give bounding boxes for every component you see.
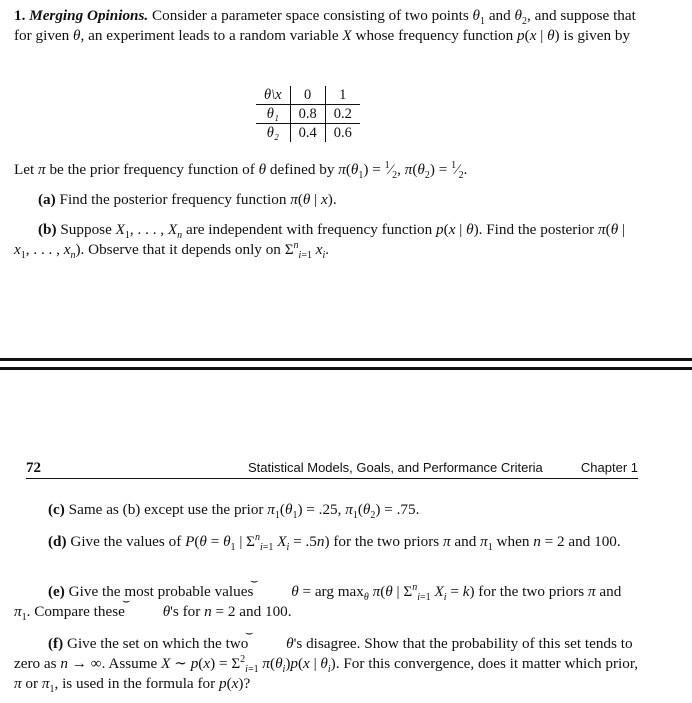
part-e-text-d: . Compare these	[26, 603, 125, 620]
part-f-text-h: , is used in the formula for	[54, 675, 216, 692]
part-b-label: (b)	[38, 221, 57, 238]
running-title: Statistical Models, Goals, and Performance Criteria	[248, 460, 543, 475]
part-c-text: Same as (b) except use the prior	[68, 501, 264, 518]
part-f-text-f: it matter which prior,	[509, 655, 639, 672]
part-e: (e) Give the most probable values ⌢ θ = arg $\max_\theta \pi(\theta$ | $\Sigma^n_{i=1}$ $X_i = k$) for the two priors π and $\pi_1$. Compare these ⌢ θ's for n = 2 and 100.	[14, 582, 640, 622]
part-a-text: Find the posterior frequency function	[59, 191, 287, 208]
intro-text-f: function	[462, 27, 514, 44]
prior-text: Let	[14, 161, 35, 178]
intro-text-d: , an experiment leads to a random variable	[80, 27, 339, 44]
intro-text: Consider a parameter space consisting of two points	[152, 7, 469, 24]
part-d-text: Give the values of	[70, 533, 182, 550]
page-number: 72	[26, 460, 41, 476]
part-b: (b) Suppose $X_1$, . . . , $X_n$ are independent with frequency function p(x | θ). Find the posterior π(θ | $x_1$, . . . , $x_n$). Observe that it depends only on $\Sigma^n_{i=1}$ $x_i$.	[14, 221, 626, 262]
part-f-text-b: 's disagree. Show that the probability of this set tends	[293, 635, 617, 652]
page-break-rule-bottom	[0, 367, 692, 370]
part-e-text-f: = 2 and 100.	[215, 603, 292, 620]
part-f-label: (f)	[48, 635, 64, 652]
part-e-text-e: 's for	[170, 603, 201, 620]
part-d-text-c: and	[454, 533, 477, 550]
part-b-text: Suppose	[60, 221, 112, 238]
part-b-text-e: . Observe that it depends only on	[80, 241, 281, 258]
part-d-text-e: = 2 and 100.	[544, 533, 621, 550]
chapter-label: Chapter 1	[580, 460, 638, 475]
part-e-text-b: for the two priors	[478, 583, 585, 600]
table-cell: 0.8	[290, 105, 325, 124]
part-d-text-b: for the two priors	[333, 533, 440, 550]
problem-number: 1.	[14, 7, 26, 24]
part-e-text-c: and	[599, 583, 622, 600]
part-f-text-d: . Assume	[101, 655, 158, 672]
part-e-text: Give the most probable values	[68, 583, 254, 600]
prior-definition: Let π be the prior frequency function of θ defined by $\pi(\theta_1)$ = $^1⁄_2$, $\pi(\theta_2)$ = $^1⁄_2$.	[14, 159, 468, 182]
problem-intro: 1. Merging Opinions. Consider a parameter space consisting of two points $\theta_1$ and $\theta_2$, and suppose that for given θ, an experiment leads to a random variable X whose frequency function p(x | θ) is given by	[14, 7, 636, 44]
part-f-text-i: ?	[243, 675, 251, 692]
table-cell: 0.4	[290, 124, 325, 143]
intro-text-e: whose frequency	[355, 27, 459, 44]
part-f-text-c: to zero as	[14, 635, 633, 672]
intro-text-g: is given by	[563, 27, 631, 44]
part-f-text: Give the set on which the two	[66, 635, 249, 652]
table-corner: θ\x	[256, 86, 290, 105]
intro-text-c: suppose that for given	[14, 7, 636, 44]
prior-text-c: defined by	[269, 161, 335, 178]
part-e-label: (e)	[48, 583, 65, 600]
part-d-text-d: when	[496, 533, 530, 550]
part-a-label: (a)	[38, 191, 56, 208]
part-b-text-b: are independent with frequency function	[185, 221, 433, 238]
part-f-text-e: . For this convergence, does	[335, 655, 506, 672]
part-b-text-d: posterior	[540, 221, 595, 238]
part-c: (c) Same as (b) except use the prior $\pi_1(\theta_1) = .25$, $\pi_1(\theta_2) = .75$.	[48, 501, 420, 522]
page-header	[26, 456, 638, 479]
prior-text-b: be the prior frequency function of	[49, 161, 255, 178]
part-d-label: (d)	[48, 533, 67, 550]
table-row-label: θ₂	[256, 124, 290, 143]
intro-and: and	[488, 7, 511, 24]
problem-title: Merging Opinions.	[29, 7, 149, 24]
part-c-label: (c)	[48, 501, 65, 518]
part-f-text-g: or	[25, 675, 39, 692]
part-b-text-c: . Find the	[478, 221, 537, 238]
table-col-0: 0	[290, 86, 325, 105]
frequency-table	[256, 86, 360, 142]
table-col-1: 1	[325, 86, 360, 105]
table-cell: 0.6	[333, 125, 352, 141]
table-cell: 0.2	[325, 105, 360, 124]
part-a: (a) Find the posterior frequency function π(θ | x).	[38, 191, 337, 208]
intro-text-b: , and	[527, 7, 557, 24]
table-row-label: θ₁	[256, 105, 290, 124]
part-d: (d) Give the values of $P(\theta = \theta_1$ | $\Sigma^n_{i=1}$ $X_i = .5n$) for the two priors π and $\pi_1$ when n = 2 and 100.	[48, 531, 621, 554]
part-f: (f) Give the set on which the two ⌢ θ's disagree. Show that the probability of this set tends to zero as n → ∞. Assume X ∼ $p(x) = \Sigma^2_{i=1}$ $\pi(\theta_i)p(x$ | $\theta_i$). For this convergence, does it matter which prior, π or $\pi_1$, is used in the formula for p(x)?	[14, 634, 640, 694]
page-break-rule-top	[0, 358, 692, 361]
